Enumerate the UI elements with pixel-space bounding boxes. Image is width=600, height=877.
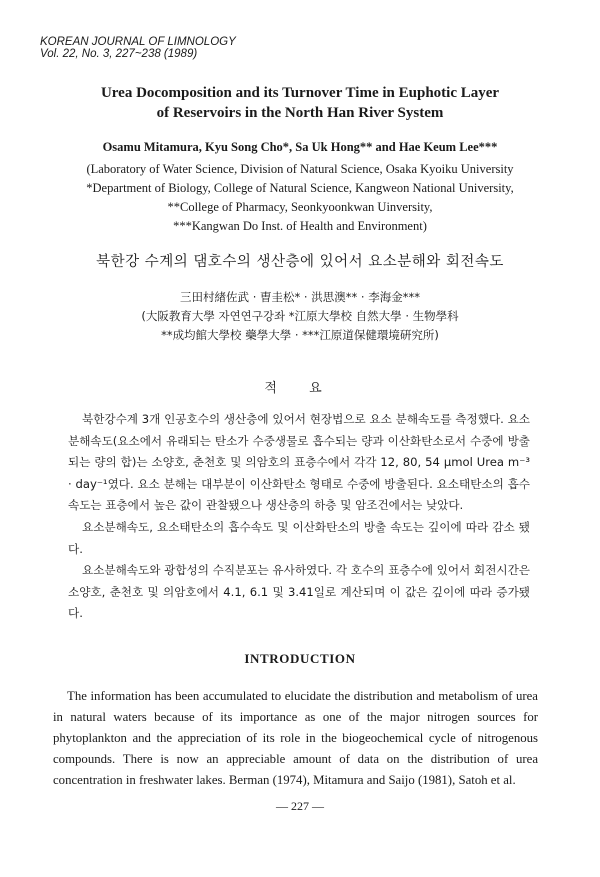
affiliations xyxy=(30,160,570,236)
cjk-author-block xyxy=(30,288,570,345)
journal-citation: Vol. 22, No. 3, 227~238 (1989) xyxy=(40,48,198,60)
section-heading-introduction: INTRODUCTION xyxy=(244,651,356,666)
abstract-paragraph: 요소분해속도와 광합성의 수직분포는 유사하였다. 각 호수의 표층수에 있어서 회전시간은 소양호, 춘천호 및 의암호에서 4.1, 6.1 및 3.41일로 계산되며 이 값은 깊이에 따라 증가됐다. xyxy=(68,563,530,621)
abstract-paragraph: 요소분해속도, 요소태탄소의 흡수속도 및 이산화탄소의 방출 속도는 깊이에 따라 감소 됐다. xyxy=(68,519,530,556)
title-line-1: Urea Docomposition and its Turnover Time in Euphotic Layer xyxy=(100,85,500,101)
page-number: — 227 — xyxy=(276,799,324,813)
cjk-affiliation-line: (大阪教育大學 자연연구강좌 *江原大學校 自然大學 · 生物學科 xyxy=(141,309,459,323)
author-list: Osamu Mitamura, Kyu Song Cho*, Sa Uk Hong** and Hae Keum Lee*** xyxy=(102,140,498,154)
journal-header xyxy=(40,36,236,60)
paper-title xyxy=(40,83,560,123)
affiliation-line: *Department of Biology, College of Natural Science, Kangweon National University, xyxy=(86,181,514,195)
cjk-author-names: 三田村緖佐武 · 曺圭松* · 洪思澳** · 李海金*** xyxy=(180,290,420,304)
korean-title: 북한강 수계의 댐호수의 생산층에 있어서 요소분해와 회전속도 xyxy=(96,254,504,270)
journal-name: KOREAN JOURNAL OF LIMNOLOGY xyxy=(40,36,236,48)
affiliation-line: (Laboratory of Water Science, Division of Natural Science, Osaka Kyoiku University xyxy=(86,162,514,176)
affiliation-line: ***Kangwan Do Inst. of Health and Environment) xyxy=(173,219,427,233)
affiliation-line: **College of Pharmacy, Seonkyoonkwan Uinversity, xyxy=(167,200,433,214)
abstract-body xyxy=(68,409,530,625)
abstract-paragraph: 북한강수계 3개 인공호수의 생산층에 있어서 현장법으로 요소 분해속도를 측정했다. 요소분해속도(요소에서 유래되는 탄소가 수중생물로 흡수되는 량과 이산화탄소로서 수중에 방출되는 량의 합)는 소양호, 춘천호 및 의암호의 표층수에서 각각 12, 80, 54 μmol Urea m⁻³ · day⁻¹였다. 요소 분해는 대부분이 이산화탄소 형태로 수중에 방출된다. 요소태탄소의 흡수속도는 표층에서 높은 값이 관찰됐으나 생산층의 하층 및 암조건에서는 낮았다. xyxy=(68,412,530,513)
title-line-2: of Reservoirs in the North Han River System xyxy=(156,105,444,121)
cjk-affiliation-line: **成均館大學校 藥學大學 · ***江原道保健環境硏究所) xyxy=(161,328,439,342)
introduction-paragraph: The information has been accumulated to elucidate the distribution and metabolism of urea in natural waters because of its importance as one of the major nitrogen sources for phytoplankton and the appreciation of its role in the biogeochemical cycle of nitrogenous compounds. There is now an appreciable amount of data on the distribution of urea concentration in freshwater lakes. Berman (1974), Mitamura and Saijo (1981), Satoh et al. xyxy=(53,689,538,787)
abstract-heading: 적 요 xyxy=(264,381,336,396)
